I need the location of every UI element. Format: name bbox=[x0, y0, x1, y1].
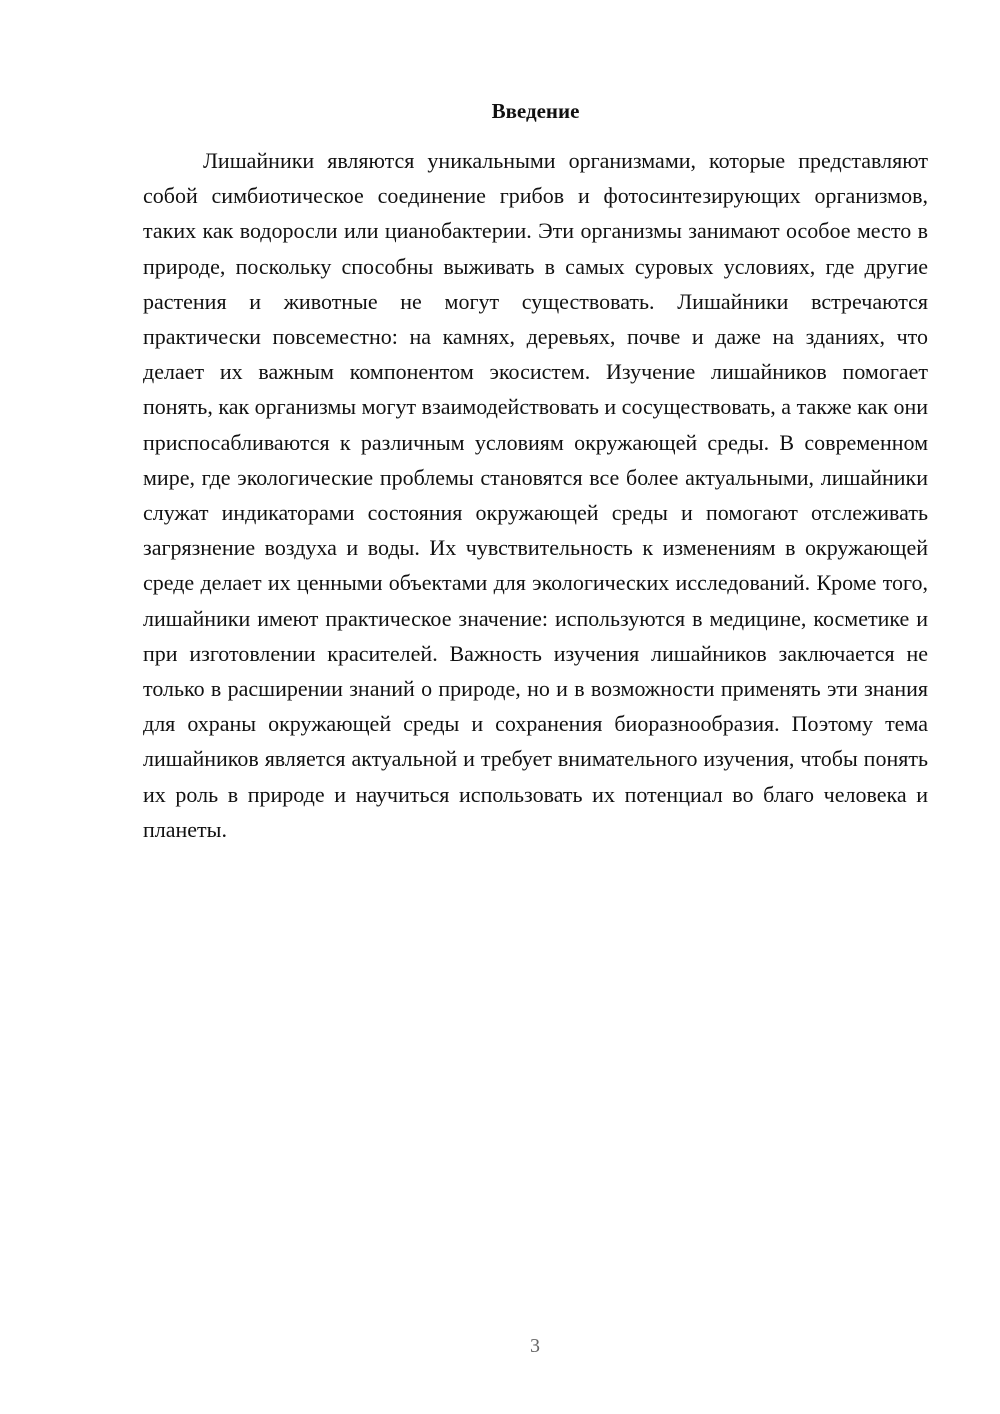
body-paragraph: Лишайники являются уникальными организмами, которые представляют собой симбиотическое соединение грибов и фотосинтезирующих организмов, таких как водоросли или цианобактерии. Эти организмы занимают особое место в природе, поскольку способны выживать в самых суровых условиях, где другие растения и животные не могут существовать. Лишайники встречаются практически повсеместно: на камнях, деревьях, почве и даже на зданиях, что делает их важным компонентом экосистем. Изучение лишайников помогает понять, как организмы могут взаимодействовать и сосуществовать, а также как они приспосабливаются к различным условиям окружающей среды. В современном мире, где экологические проблемы становятся все более актуальными, лишайники служат индикаторами состояния окружающей среды и помогают отслеживать загрязнение воздуха и воды. Их чувствительность к изменениям в окружающей среде делает их ценными объектами для экологических исследований. Кроме того, лишайники имеют практическое значение: используются в медицине, косметике и при изготовлении красителей. Важность изучения лишайников заключается не только в расширении знаний о природе, но и в возможности применять эти знания для охраны окружающей среды и сохранения биоразнообразия. Поэтому тема лишайников является актуальной и требует внимательного изучения, чтобы понять их роль в природе и научиться использовать их потенциал во благо человека и планеты. bbox=[143, 148, 928, 842]
section-heading: Введение bbox=[491, 99, 580, 123]
page-number: 3 bbox=[530, 1335, 540, 1357]
